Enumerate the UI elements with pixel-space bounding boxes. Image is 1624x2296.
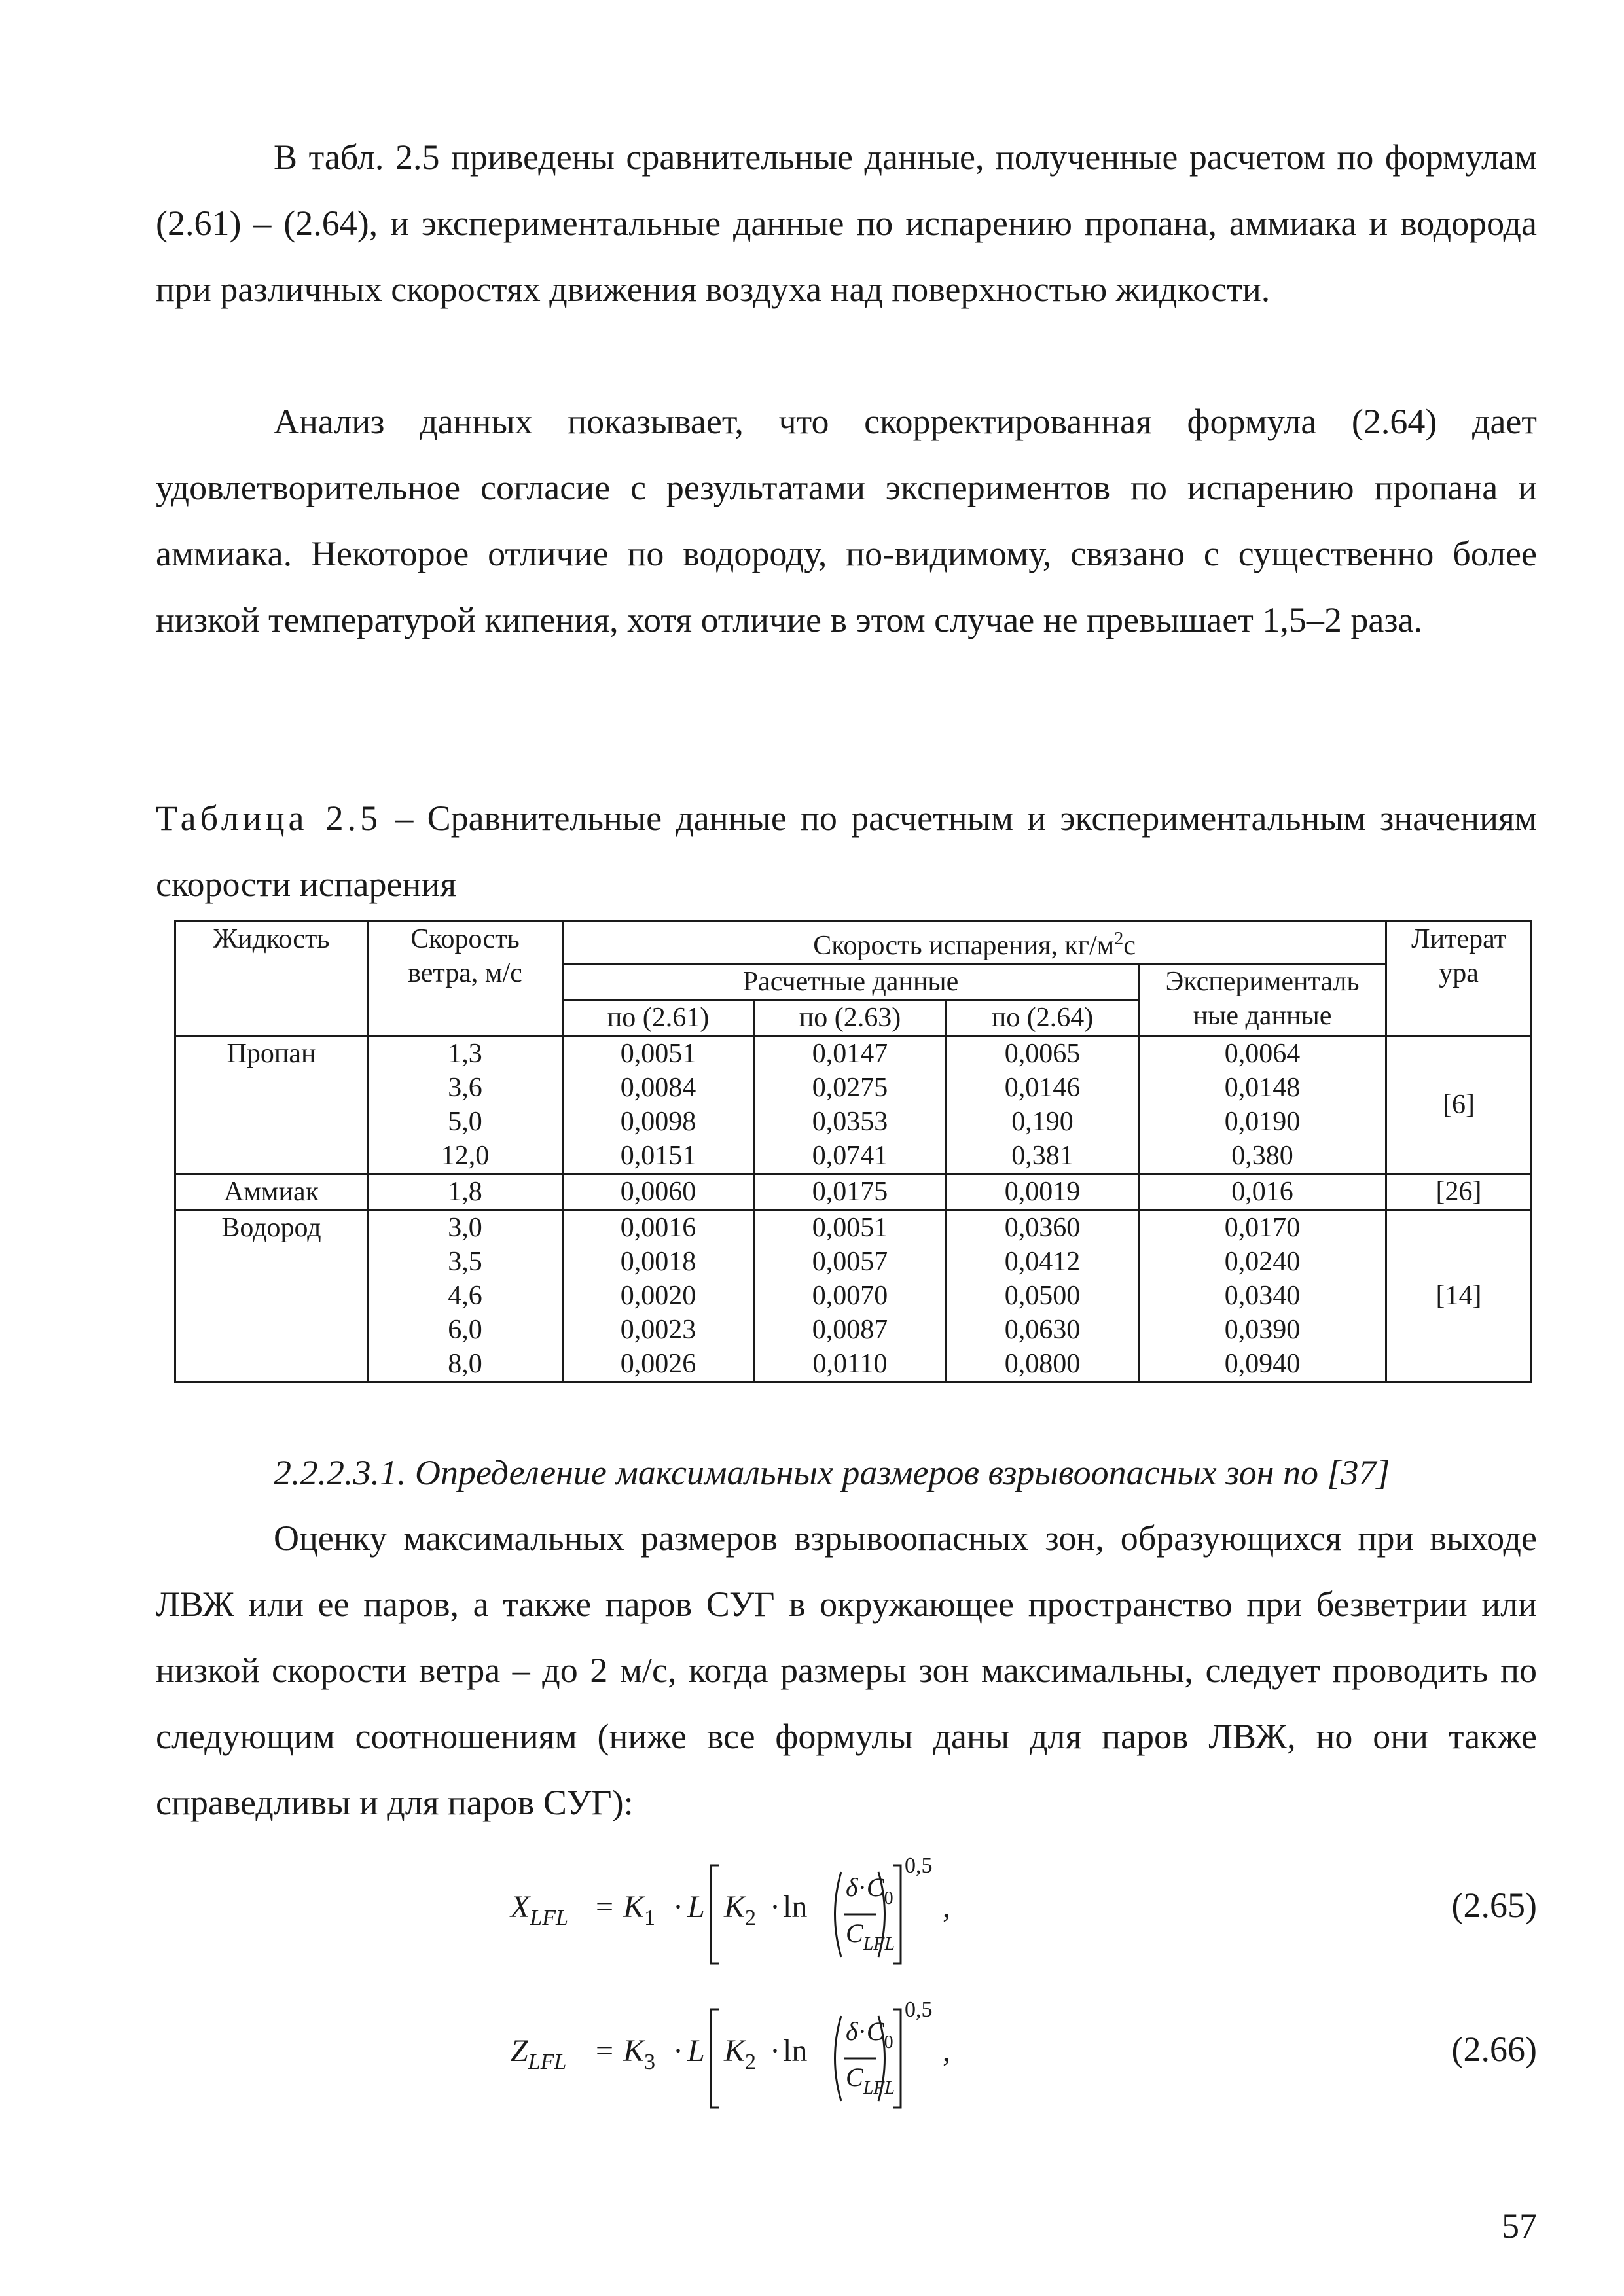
equals-sign: =: [596, 2034, 614, 2068]
hydrogen-liquid: Водород: [175, 1210, 368, 1382]
header-f261: по (2.61): [563, 1000, 754, 1036]
header-evap-rate-text: Скорость испарения, кг/м: [813, 931, 1115, 961]
hydrogen-f264: 0,0360 0,0412 0,0500 0,0630 0,0800: [947, 1210, 1139, 1382]
table-row: [175, 1210, 1532, 1382]
formula-2-65: [511, 1846, 1034, 1977]
ammonia-lit: [26]: [1386, 1174, 1532, 1210]
ln-function: ln: [783, 1890, 808, 1924]
ammonia-f263: 0,0175: [754, 1174, 947, 1210]
exponent: 0,5: [905, 1854, 933, 1878]
numerator: $\delta\cdot C_0$: [846, 2017, 893, 2053]
evaporation-table: [174, 920, 1532, 1383]
denominator: $C_{LFL}$: [846, 2062, 895, 2098]
table-row: [175, 1174, 1532, 1210]
left-paren: [835, 1872, 842, 1957]
equation-number-2-65: (2.65): [1451, 1886, 1537, 1925]
hydrogen-f263: 0,0051 0,0057 0,0070 0,0087 0,0110: [754, 1210, 947, 1382]
header-liquid: Жидкость: [175, 922, 368, 1036]
paragraph-method: Оценку максимальных размеров взрывоопасных зон, образующихся при выходе ЛВЖ или ее паров, а также паров СУГ в окружающее пространство при безветрии или низкой скорости ветра – до 2 м/с, когда размеры зон максимальны, следует проводить по следующим соотношениям (ниже все формулы даны для паров ЛВЖ, но они также справедливы и для паров СУГ):: [156, 1518, 1537, 1822]
ammonia-f261: 0,0060: [563, 1174, 754, 1210]
propane-lit: [6]: [1386, 1036, 1532, 1174]
table-caption-text: – Сравнительные данные по расчетным и экспериментальным значениям скорости испарения: [156, 798, 1537, 904]
length-l: L: [687, 2034, 705, 2068]
header-evap-rate-tail: с: [1123, 931, 1136, 961]
section-heading: 2.2.2.3.1. Определение максимальных размеров взрывоопасных зон по [37]: [274, 1453, 1390, 1492]
ammonia-exp: 0,016: [1139, 1174, 1386, 1210]
numerator: $\delta\cdot C_0$: [846, 1873, 893, 1909]
table-row: [175, 1036, 1532, 1174]
dot-operator: ·: [770, 2034, 780, 2068]
left-paren: [835, 2016, 842, 2101]
ammonia-wind: 1,8: [368, 1174, 563, 1210]
ammonia-liquid: Аммиак: [175, 1174, 368, 1210]
header-evap-rate: [563, 922, 1386, 964]
table-caption: [156, 785, 1537, 918]
comma: ,: [943, 2034, 950, 2068]
formula-2-66: [511, 1990, 1034, 2121]
hydrogen-f261: 0,0016 0,0018 0,0020 0,0023 0,0026: [563, 1210, 754, 1382]
coefficient-k2: $K_2$: [724, 1890, 757, 1930]
dot-operator: ·: [673, 1890, 683, 1924]
ammonia-f264: 0,0019: [947, 1174, 1139, 1210]
header-literature: Литерат ура: [1386, 922, 1532, 1036]
denominator: $C_{LFL}$: [846, 1918, 895, 1954]
propane-f264: 0,0065 0,0146 0,190 0,381: [947, 1036, 1139, 1174]
header-f263: по (2.63): [754, 1000, 947, 1036]
length-l: L: [687, 1890, 705, 1924]
propane-wind: 1,3 3,6 5,0 12,0: [368, 1036, 563, 1174]
hydrogen-lit: [14]: [1386, 1210, 1532, 1382]
coefficient-k: $K_1$: [623, 1890, 656, 1930]
exponent: 0,5: [905, 1998, 933, 2022]
header-wind: Скорость ветра, м/с: [368, 922, 563, 1036]
hydrogen-exp: 0,0170 0,0240 0,0340 0,0390 0,0940: [1139, 1210, 1386, 1382]
paragraph-analysis: Анализ данных показывает, что скорректированная формула (2.64) дает удовлетворительное согласие с результатами экспериментов по испарению пропана и аммиака. Некоторое отличие по водороду, по-видимому, связано с существенно более низкой температурой кипения, хотя отличие в этом случае не превышает 1,5–2 раза.: [156, 402, 1537, 639]
formula-lhs: $X_{LFL}$: [511, 1890, 568, 1930]
hydrogen-wind: 3,0 3,5 4,6 6,0 8,0: [368, 1210, 563, 1382]
page-number: 57: [1502, 2206, 1537, 2246]
propane-liquid: Пропан: [175, 1036, 368, 1174]
coefficient-k2: $K_2$: [724, 2034, 757, 2074]
propane-f261: 0,0051 0,0084 0,0098 0,0151: [563, 1036, 754, 1174]
formula-lhs: $Z_{LFL}$: [511, 2034, 567, 2074]
paragraph-intro: В табл. 2.5 приведены сравнительные данные, полученные расчетом по формулам (2.61) – (2.64), и экспериментальные данные по испарению пропана, аммиака и водорода при различных скоростях движения воздуха над поверхностью жидкости.: [156, 137, 1537, 309]
header-f264: по (2.64): [947, 1000, 1139, 1036]
propane-exp: 0,0064 0,0148 0,0190 0,380: [1139, 1036, 1386, 1174]
equals-sign: =: [596, 1890, 614, 1924]
left-bracket: [711, 2009, 719, 2108]
dot-operator: ·: [770, 1890, 780, 1924]
left-bracket: [711, 1865, 719, 1964]
coefficient-k: $K_3$: [623, 2034, 656, 2074]
equation-number-2-66: (2.66): [1451, 2030, 1537, 2069]
comma: ,: [943, 1890, 950, 1924]
propane-f263: 0,0147 0,0275 0,0353 0,0741: [754, 1036, 947, 1174]
header-evap-rate-sup: 2: [1114, 929, 1124, 949]
dot-operator: ·: [673, 2034, 683, 2068]
header-exp: Эксперименталь ные данные: [1139, 964, 1386, 1036]
table-caption-label: Таблица 2.5: [156, 798, 382, 838]
ln-function: ln: [783, 2034, 808, 2068]
header-calc: Расчетные данные: [563, 964, 1139, 1000]
